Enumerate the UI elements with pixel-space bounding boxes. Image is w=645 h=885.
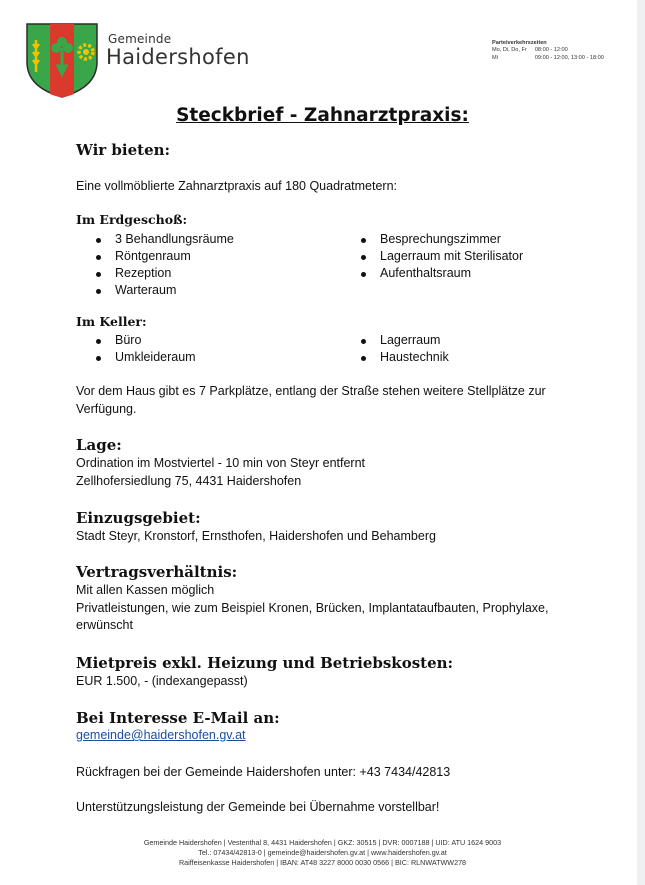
email-link[interactable]: gemeinde@haidershofen.gv.at: [76, 728, 246, 742]
list-item: Büro: [76, 332, 196, 349]
ground-floor-list-right: [341, 231, 523, 282]
page-edge: [637, 0, 645, 885]
document-title: Steckbrief - Zahnarztpraxis:: [176, 105, 469, 126]
ground-floor-list-left: [76, 231, 234, 299]
brand-name: Haidershofen: [106, 45, 250, 69]
offer-intro: Eine vollmöblierte Zahnarztpraxis auf 180 Quadratmetern:: [76, 179, 397, 193]
office-hours-days: Mi: [492, 54, 498, 61]
inquiries-text: Rückfragen bei der Gemeinde Haidershofen unter: +43 7434/42813: [76, 765, 451, 779]
catchment-heading: Einzugsgebiet:: [76, 509, 201, 527]
location-line: Zellhofersiedlung 75, 4431 Haidershofen: [76, 473, 302, 488]
office-hours-days: Mo, Di, Do, Fr: [492, 47, 527, 53]
contact-heading: Bei Interesse E-Mail an:: [76, 709, 280, 727]
list-item: Aufenthaltsraum: [341, 265, 523, 282]
footer-line: Tel.: 07434/42813-0 | gemeinde@haidershofen.gv.at | www.haidershofen.gv.at: [198, 848, 447, 857]
list-item: Besprechungszimmer: [341, 231, 523, 248]
office-hours-row: [492, 47, 612, 55]
contract-heading: Vertragsverhältnis:: [76, 563, 238, 581]
coat-of-arms-logo: [25, 22, 99, 98]
contract-line: erwünscht: [76, 618, 133, 632]
offer-heading: Wir bieten:: [76, 141, 171, 159]
parking-text: [76, 383, 546, 418]
rent-heading: Mietpreis exkl. Heizung und Betriebskosten:: [76, 654, 454, 672]
cellar-list-left: [76, 332, 196, 366]
office-hours: [492, 39, 612, 62]
office-hours-table: [492, 47, 612, 62]
contract-line: Mit allen Kassen möglich: [76, 583, 215, 597]
office-hours-time: 09:00 - 12:00, 13:00 - 18:00: [534, 54, 604, 61]
footer-line: Raiffeisenkasse Haidershofen | IBAN: AT48 3227 8000 0030 0566 | BIC: RLNWATWW278: [178, 858, 467, 867]
contract-text: [76, 582, 549, 635]
brand-small: Gemeinde: [108, 32, 172, 46]
list-item: Lagerraum mit Sterilisator: [341, 248, 523, 265]
footer-line: Gemeinde Haidershofen | Vestenthal 8, 4431 Haidershofen | GKZ: 30515 | DVR: 0007188 | UID: ATU 1624 9003: [143, 838, 502, 847]
cellar-list-right: [341, 332, 449, 366]
support-text: Unterstützungsleistung der Gemeinde bei Übernahme vorstellbar!: [76, 800, 440, 814]
location-line: Ordination im Mostviertel - 10 min von Steyr entfernt: [76, 456, 366, 470]
letterhead: [25, 22, 625, 102]
location-heading: Lage:: [76, 436, 122, 454]
list-item: Haustechnik: [341, 349, 449, 366]
office-hours-row: [492, 55, 612, 63]
office-hours-title: Parteiverkehrszeiten: [492, 40, 547, 46]
parking-line: Verfügung.: [76, 401, 137, 416]
ground-floor-heading: Im Erdgeschoß:: [76, 212, 188, 227]
contract-line: Privatleistungen, wie zum Beispiel Kronen, Brücken, Implantataufbauten, Prophylaxe,: [76, 600, 549, 615]
parking-line: Vor dem Haus gibt es 7 Parkplätze, entlang der Straße stehen weitere Stellplätze zur: [76, 384, 546, 398]
list-item: Lagerraum: [341, 332, 449, 349]
location-text: [76, 455, 365, 490]
list-item: Rezeption: [76, 265, 234, 282]
rent-text: EUR 1.500, - (indexangepasst): [76, 674, 248, 688]
list-item: 3 Behandlungsräume: [76, 231, 234, 248]
office-hours-time: 08:00 - 12:00: [534, 47, 568, 53]
footer: [0, 838, 645, 868]
list-item: Warteraum: [76, 282, 234, 299]
list-item: Umkleideraum: [76, 349, 196, 366]
catchment-text: Stadt Steyr, Kronstorf, Ernsthofen, Haidershofen und Behamberg: [76, 529, 436, 543]
list-item: Röntgenraum: [76, 248, 234, 265]
cellar-heading: Im Keller:: [76, 314, 147, 329]
